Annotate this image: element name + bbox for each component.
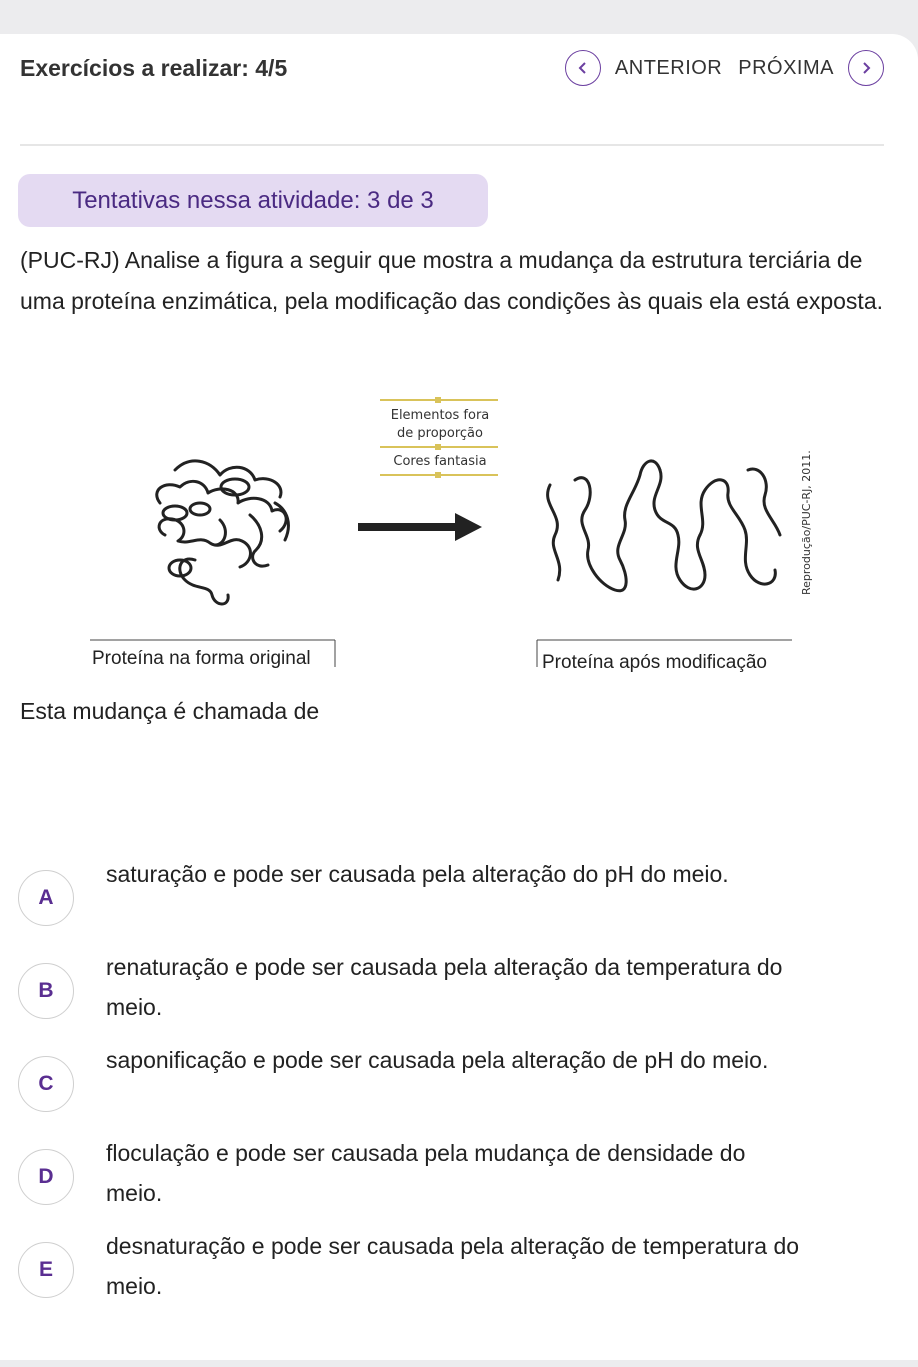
exercise-counter: Exercícios a realizar: 4/5 bbox=[20, 55, 288, 81]
option-a[interactable] bbox=[18, 850, 898, 943]
legend-line-1: Elementos fora bbox=[390, 408, 490, 423]
next-label[interactable]: PRÓXIMA bbox=[738, 56, 834, 79]
legend-line-2: de proporção bbox=[397, 426, 483, 441]
chevron-left-icon bbox=[576, 61, 590, 75]
option-d-letter[interactable]: D bbox=[18, 1149, 74, 1205]
option-a-text[interactable]: saturação e pode ser causada pela alteração do pH do meio. bbox=[106, 861, 729, 887]
option-d[interactable] bbox=[18, 1129, 898, 1222]
folded-protein-drawing bbox=[157, 461, 289, 604]
question-prompt: Esta mudança é chamada de bbox=[20, 698, 320, 724]
option-b-text[interactable]: renaturação e pode ser causada pela alteração da temperatura do meio. bbox=[106, 954, 783, 1020]
exercise-header bbox=[20, 48, 884, 88]
previous-label[interactable]: ANTERIOR bbox=[614, 56, 723, 79]
option-d-text[interactable]: floculação e pode ser causada pela mudança de densidade do meio. bbox=[106, 1140, 746, 1206]
protein-figure bbox=[80, 385, 840, 685]
pagination-nav bbox=[565, 48, 884, 88]
chevron-right-icon bbox=[859, 61, 873, 75]
option-c-letter[interactable]: C bbox=[18, 1056, 74, 1112]
legend-line-3: Cores fantasia bbox=[393, 454, 487, 469]
option-a-letter[interactable]: A bbox=[18, 870, 74, 926]
option-b[interactable] bbox=[18, 943, 898, 1036]
protein-illustration bbox=[80, 385, 840, 685]
previous-button[interactable] bbox=[565, 50, 601, 86]
option-e[interactable] bbox=[18, 1222, 898, 1315]
image-credit: Reprodução/PUC-RJ, 2011. bbox=[800, 450, 813, 595]
option-e-letter[interactable]: E bbox=[18, 1242, 74, 1298]
label-original-protein: Proteína na forma original bbox=[92, 648, 311, 669]
attempts-badge: Tentativas nessa atividade: 3 de 3 bbox=[18, 174, 488, 227]
option-e-text[interactable]: desnaturação e pode ser causada pela alteração de temperatura do meio. bbox=[106, 1233, 800, 1299]
option-c-text[interactable]: saponificação e pode ser causada pela alteração de pH do meio. bbox=[106, 1047, 769, 1073]
answer-options bbox=[18, 850, 898, 1315]
unfolded-protein-drawing bbox=[548, 461, 780, 591]
option-b-letter[interactable]: B bbox=[18, 963, 74, 1019]
option-c[interactable] bbox=[18, 1036, 898, 1129]
label-modified-protein: Proteína após modificação bbox=[542, 652, 767, 673]
header-divider bbox=[20, 144, 884, 146]
next-button[interactable] bbox=[848, 50, 884, 86]
question-text: (PUC-RJ) Analise a figura a seguir que mostra a mudança da estrutura terciária de uma proteína enzimática, pela modificação das condições às quais ela está exposta. bbox=[20, 247, 884, 314]
